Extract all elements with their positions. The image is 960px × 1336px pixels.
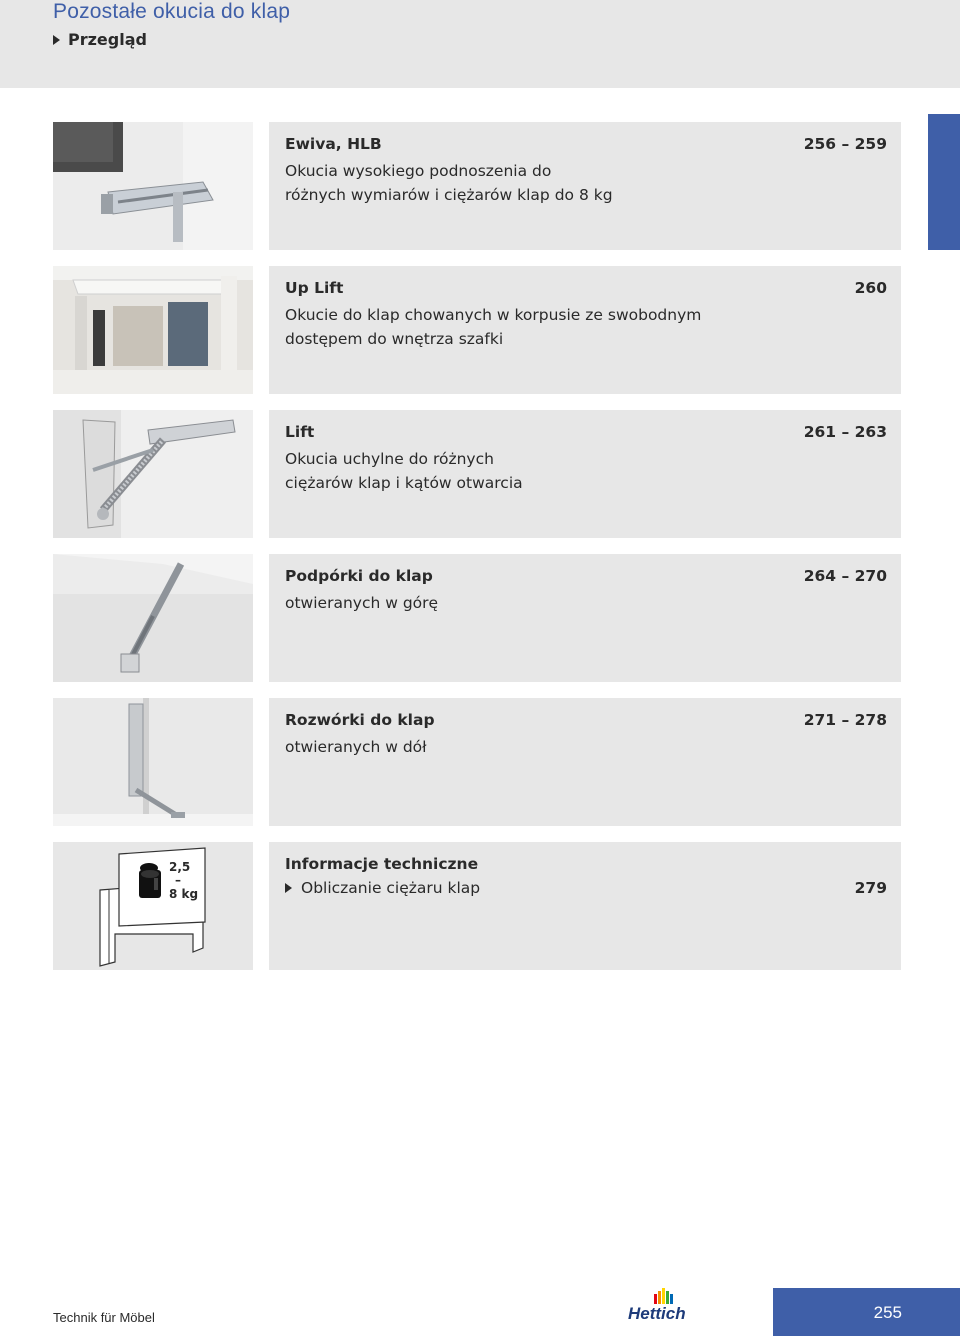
list-item-lift[interactable] — [53, 410, 901, 538]
item-title: Podpórki do klap — [285, 567, 433, 585]
list-item-ewiva[interactable] — [53, 122, 901, 250]
section-subtitle — [53, 30, 147, 49]
item-description: otwieranych w górę — [285, 594, 439, 612]
info-panel-podporki — [269, 554, 901, 682]
weight-range-top: 2,5 — [169, 860, 191, 874]
item-title: Up Lift — [285, 279, 344, 297]
cabinet-weight-icon — [53, 842, 253, 970]
footer-label: Technik für Möbel — [53, 1310, 155, 1325]
info-panel-ewiva — [269, 122, 901, 250]
weight-diagram — [53, 842, 253, 970]
item-title: Lift — [285, 423, 315, 441]
hettich-logo-icon — [654, 1288, 674, 1304]
list-item-up-lift[interactable] — [53, 266, 901, 394]
item-title: Ewiva, HLB — [285, 135, 382, 153]
product-image-podporki — [53, 554, 253, 682]
calc-link-label[interactable]: Obliczanie ciężaru klap — [301, 879, 481, 897]
list-item-podporki[interactable] — [53, 554, 901, 682]
product-image-lift — [53, 410, 253, 538]
weight-range-bottom: 8 kg — [169, 887, 199, 901]
info-panel-tech — [269, 842, 901, 970]
page-title: Pozostałe okucia do klap — [53, 0, 291, 23]
info-panel-lift — [269, 410, 901, 538]
triangle-bullet-icon — [285, 883, 292, 893]
chapter-tab — [928, 114, 960, 250]
list-item-rozworki[interactable] — [53, 698, 901, 826]
info-panel-up-lift — [269, 266, 901, 394]
item-description: otwieranych w dół — [285, 738, 427, 756]
item-description: Okucia uchylne do różnych ciężarów klap i kątów otwarcia — [285, 450, 523, 492]
page-number-box — [773, 1288, 960, 1336]
item-description: Okucie do klap chowanych w korpusie ze swobodnym dostępem do wnętrza szafki — [285, 306, 702, 348]
page-number: 255 — [873, 1303, 902, 1322]
calc-link[interactable] — [285, 879, 480, 897]
brand-logo: Hettich — [628, 1304, 686, 1323]
item-description: Okucia wysokiego podnoszenia do różnych wymiarów i ciężarów klap do 8 kg — [285, 162, 613, 204]
page-reference[interactable]: 261 – 263 — [803, 423, 887, 441]
item-title: Informacje techniczne — [285, 855, 479, 873]
weight-range-dash: – — [175, 873, 181, 887]
subtitle-label: Przegląd — [68, 30, 147, 49]
info-panel-rozworki — [269, 698, 901, 826]
item-title: Rozwórki do klap — [285, 711, 435, 729]
page-reference[interactable]: 260 — [854, 279, 887, 297]
page-reference[interactable]: 271 – 278 — [803, 711, 887, 729]
list-item-tech-info[interactable] — [53, 842, 901, 970]
triangle-bullet-icon — [53, 35, 60, 45]
product-image-up-lift — [53, 266, 253, 394]
product-image-rozworki — [53, 698, 253, 826]
page-reference[interactable]: 256 – 259 — [803, 135, 887, 153]
page-reference[interactable]: 279 — [854, 879, 887, 897]
product-image-ewiva — [53, 122, 253, 250]
header-band — [0, 0, 960, 88]
page-reference[interactable]: 264 – 270 — [803, 567, 887, 585]
